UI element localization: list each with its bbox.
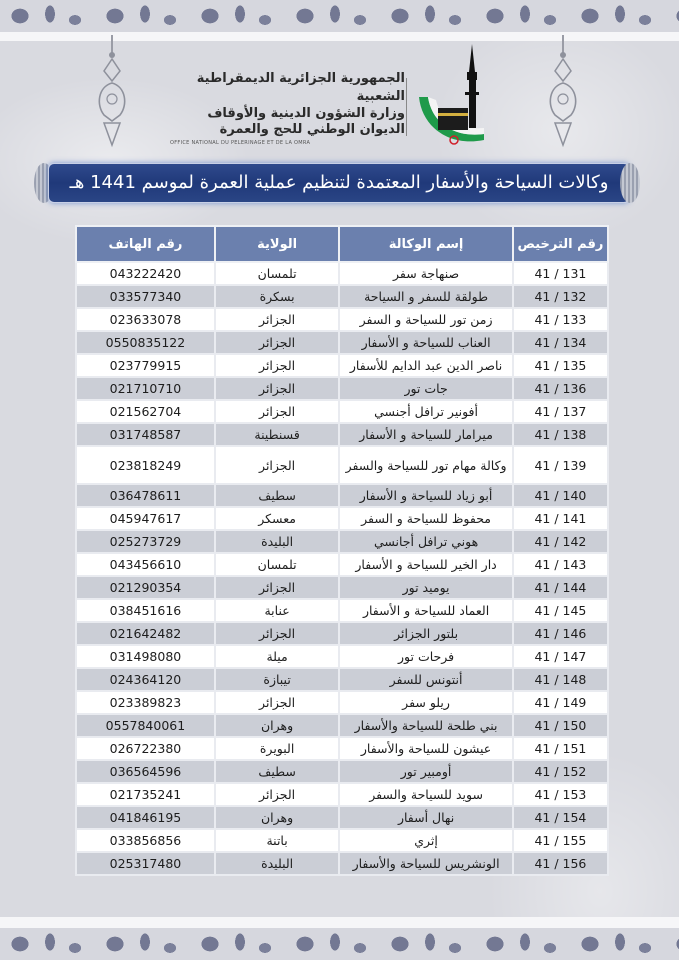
phone-cell: 023633078 [76,308,215,331]
agency-name-cell: بني طلحة للسياحة والأسفار [339,714,513,737]
wilaya-cell: الجزائر [215,622,339,645]
agency-name-cell: فرحات تور [339,645,513,668]
table-row [76,262,608,285]
border-separator [0,917,679,928]
table-row [76,737,608,760]
table-row [76,829,608,852]
license-cell: 41 / 146 [513,622,608,645]
license-cell: 41 / 136 [513,377,608,400]
phone-cell: 021290354 [76,576,215,599]
ministry-name: وزارة الشؤون الدينية والأوقاف [207,106,405,121]
agency-name-cell: صنهاجة سفر [339,262,513,285]
phone-cell: 021735241 [76,783,215,806]
phone-cell: 025273729 [76,530,215,553]
agency-name-cell: سويد للسياحة والسفر [339,783,513,806]
license-cell: 41 / 148 [513,668,608,691]
license-cell: 41 / 145 [513,599,608,622]
wilaya-cell: البليدة [215,530,339,553]
license-cell: 41 / 135 [513,354,608,377]
phone-cell: 021710710 [76,377,215,400]
decorative-damask-border-bottom [0,928,679,960]
agency-name-cell: أفونير ترافل أجنسي [339,400,513,423]
hanging-lantern-ornament-icon [543,35,583,150]
license-cell: 41 / 133 [513,308,608,331]
wilaya-cell: البويرة [215,737,339,760]
phone-cell: 031748587 [76,423,215,446]
phone-cell: 038451616 [76,599,215,622]
wilaya-cell: الجزائر [215,354,339,377]
license-cell: 41 / 149 [513,691,608,714]
wilaya-cell: الجزائر [215,691,339,714]
onpo-logo-kaaba-minaret-icon [414,42,489,152]
phone-cell: 0557840061 [76,714,215,737]
phone-cell: 036564596 [76,760,215,783]
banner-end-ornament-icon [620,163,640,203]
table-header-row [76,226,608,262]
license-cell: 41 / 137 [513,400,608,423]
license-cell: 41 / 156 [513,852,608,875]
table-row [76,285,608,308]
license-cell: 41 / 132 [513,285,608,308]
agency-name-cell: طولقة للسفر و السياحة [339,285,513,308]
phone-cell: 031498080 [76,645,215,668]
license-cell: 41 / 155 [513,829,608,852]
column-header-license: رقم الترخيص [513,226,608,262]
agency-name-cell: دار الخير للسياحة و الأسفار [339,553,513,576]
license-cell: 41 / 139 [513,446,608,484]
table-row [76,530,608,553]
phone-cell: 036478611 [76,484,215,507]
hanging-lantern-ornament-icon [92,35,132,150]
agency-name-cell: إثري [339,829,513,852]
license-cell: 41 / 141 [513,507,608,530]
license-cell: 41 / 147 [513,645,608,668]
agency-name-cell: العناب للسياحة و الأسفار [339,331,513,354]
phone-cell: 021562704 [76,400,215,423]
wilaya-cell: الجزائر [215,331,339,354]
phone-cell: 025317480 [76,852,215,875]
table-row [76,446,608,484]
phone-cell: 033856856 [76,829,215,852]
wilaya-cell: قسنطينة [215,423,339,446]
agency-name-cell: وكالة مهام تور للسياحة والسفر [339,446,513,484]
phone-cell: 024364120 [76,668,215,691]
agency-name-cell: عيشون للسياحة والأسفار [339,737,513,760]
table-row [76,377,608,400]
column-header-agency: إسم الوكالة [339,226,513,262]
license-cell: 41 / 131 [513,262,608,285]
wilaya-cell: الجزائر [215,377,339,400]
office-name-french: OFFICE NATIONAL DU PELERINAGE ET DE LA OMRA [170,140,311,146]
wilaya-cell: وهران [215,806,339,829]
office-name-arabic: الديوان الوطني للحج والعمرة [219,122,405,137]
republic-name: الجمهورية الجزائرية الديمقراطية الشعبية [196,71,405,104]
table-row [76,484,608,507]
table-row [76,308,608,331]
table-row [76,553,608,576]
phone-cell: 0550835122 [76,331,215,354]
agency-name-cell: أومبير تور [339,760,513,783]
agency-name-cell: الونشريس للسياحة والأسفار [339,852,513,875]
phone-cell: 026722380 [76,737,215,760]
wilaya-cell: البليدة [215,852,339,875]
wilaya-cell: الجزائر [215,308,339,331]
agency-name-cell: محفوظ للسياحة و السفر [339,507,513,530]
phone-cell: 043456610 [76,553,215,576]
wilaya-cell: عنابة [215,599,339,622]
table-row [76,423,608,446]
license-cell: 41 / 152 [513,760,608,783]
wilaya-cell: وهران [215,714,339,737]
table-row [76,783,608,806]
phone-cell: 033577340 [76,285,215,308]
agency-name-cell: نهال أسفار [339,806,513,829]
column-header-phone: رقم الهاتف [76,226,215,262]
phone-cell: 045947617 [76,507,215,530]
wilaya-cell: معسكر [215,507,339,530]
license-cell: 41 / 143 [513,553,608,576]
table-row [76,714,608,737]
license-cell: 41 / 150 [513,714,608,737]
ministry-header [170,70,405,146]
table-row [76,599,608,622]
agency-name-cell: ريلو سفر [339,691,513,714]
wilaya-cell: باتنة [215,829,339,852]
agency-name-cell: يوميد تور [339,576,513,599]
wilaya-cell: بسكرة [215,285,339,308]
wilaya-cell: تلمسان [215,262,339,285]
license-cell: 41 / 144 [513,576,608,599]
agency-name-cell: جات تور [339,377,513,400]
wilaya-cell: سطيف [215,484,339,507]
license-cell: 41 / 140 [513,484,608,507]
agency-name-cell: بلتور الجزائر [339,622,513,645]
decorative-damask-border-top [0,0,679,32]
license-cell: 41 / 153 [513,783,608,806]
wilaya-cell: تيبازة [215,668,339,691]
agency-name-cell: أنتونس للسفر [339,668,513,691]
phone-cell: 043222420 [76,262,215,285]
license-cell: 41 / 151 [513,737,608,760]
wilaya-cell: ميلة [215,645,339,668]
agency-name-cell: هوني ترافل أجانسي [339,530,513,553]
table-row [76,668,608,691]
table-row [76,507,608,530]
wilaya-cell: الجزائر [215,783,339,806]
license-cell: 41 / 154 [513,806,608,829]
table-row [76,691,608,714]
phone-cell: 021642482 [76,622,215,645]
agency-name-cell: العماد للسياحة و الأسفار [339,599,513,622]
table-row [76,852,608,875]
table-row [76,576,608,599]
agency-name-cell: أبو زياد للسياحة و الأسفار [339,484,513,507]
column-header-wilaya: الولاية [215,226,339,262]
table-row [76,622,608,645]
header-divider [406,78,407,136]
table-row [76,806,608,829]
title-banner [48,163,630,203]
phone-cell: 041846195 [76,806,215,829]
license-cell: 41 / 138 [513,423,608,446]
agency-name-cell: ناصر الدين عبد الدايم للأسفار [339,354,513,377]
wilaya-cell: الجزائر [215,400,339,423]
wilaya-cell: سطيف [215,760,339,783]
table-row [76,354,608,377]
phone-cell: 023779915 [76,354,215,377]
wilaya-cell: الجزائر [215,446,339,484]
table-row [76,400,608,423]
license-cell: 41 / 142 [513,530,608,553]
table-row [76,331,608,354]
wilaya-cell: تلمسان [215,553,339,576]
agency-name-cell: ميرامار للسياحة و الأسفار [339,423,513,446]
license-cell: 41 / 134 [513,331,608,354]
phone-cell: 023818249 [76,446,215,484]
page-title: وكالات السياحة والأسفار المعتمدة لتنظيم عملية العمرة لموسم 1441 هـ [69,172,609,193]
table-row [76,760,608,783]
wilaya-cell: الجزائر [215,576,339,599]
agency-name-cell: زمن تور للسياحة و السفر [339,308,513,331]
table-row [76,645,608,668]
phone-cell: 023389823 [76,691,215,714]
agencies-table [75,225,609,876]
